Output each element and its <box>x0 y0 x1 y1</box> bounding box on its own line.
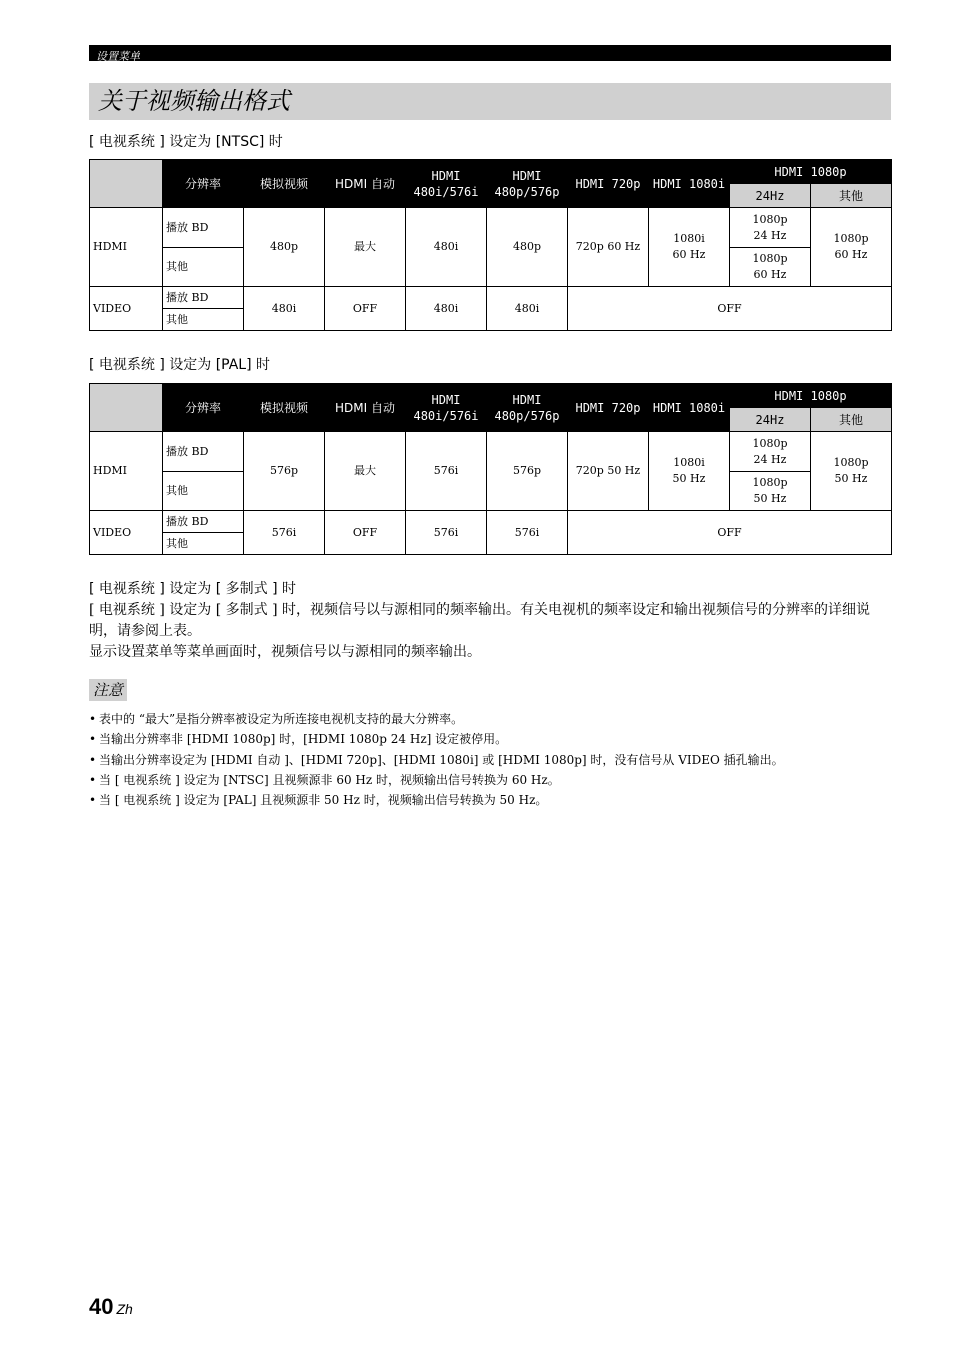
cell-analog: 480i <box>244 287 325 331</box>
row-sublabel-other: 其他 <box>163 248 244 287</box>
list-item: • 当 [ 电视系统 ] 设定为 [PAL] 且视频源非 50 Hz 时，视频输出信号转换为 50 Hz。 <box>89 790 891 810</box>
row-label-video: VIDEO <box>90 511 163 555</box>
col-header-hdmi-720p: HDMI 720p <box>568 160 649 208</box>
col-header-24hz: 24Hz <box>730 408 811 432</box>
col-header-resolution: 分辨率 <box>163 160 244 208</box>
page-title: 关于视频输出格式 <box>98 87 290 115</box>
pal-table <box>89 383 892 555</box>
col-header-hdmi-480p: HDMI 480p/576p <box>487 384 568 432</box>
list-item: • 当 [ 电视系统 ] 设定为 [NTSC] 且视频源非 60 Hz 时，视频输出信号转换为 60 Hz。 <box>89 770 891 790</box>
col-header-hdmi-480i: HDMI 480i/576i <box>406 384 487 432</box>
cell-720p: 720p 60 Hz <box>568 208 649 287</box>
col-header-other: 其他 <box>811 184 892 208</box>
cell-analog: 576p <box>244 432 325 511</box>
cell-analog: 576i <box>244 511 325 555</box>
multi-paragraph-1: [ 电视系统 ] 设定为 [ 多制式 ] 时，视频信号以与源相同的频率输出。有关电视机的频率设定和输出视频信号的分辨率的详细说明，请参阅上表。 <box>89 602 870 639</box>
col-header-analog: 模拟视频 <box>244 384 325 432</box>
ntsc-heading: [ 电视系统 ] 设定为 [NTSC] 时 <box>89 134 283 150</box>
cell-auto: OFF <box>325 287 406 331</box>
col-header-hdmi-720p: HDMI 720p <box>568 384 649 432</box>
pal-heading: [ 电视系统 ] 设定为 [PAL] 时 <box>89 357 271 373</box>
cell-480i: 480i <box>406 208 487 287</box>
cell-1080p-24hz-other: 1080p 50 Hz <box>730 472 811 511</box>
cell-720p: 720p 50 Hz <box>568 432 649 511</box>
col-header-analog: 模拟视频 <box>244 160 325 208</box>
ntsc-table <box>89 159 892 331</box>
section-label: 设置菜单 <box>96 50 140 63</box>
cell-1080p-24hz-bd: 1080p 24 Hz <box>730 432 811 472</box>
cell-576p: 576p <box>487 432 568 511</box>
col-header-hdmi-auto: HDMI 自动 <box>325 384 406 432</box>
row-sublabel-other: 其他 <box>163 309 244 331</box>
cell-1080p-other: 1080p 50 Hz <box>811 432 892 511</box>
col-header-hdmi-480i: HDMI 480i/576i <box>406 160 487 208</box>
cell-off: OFF <box>568 287 892 331</box>
page-title-band <box>89 83 891 120</box>
row-label-video: VIDEO <box>90 287 163 331</box>
row-sublabel-other: 其他 <box>163 472 244 511</box>
cell-1080p-other: 1080p 60 Hz <box>811 208 892 287</box>
col-header-24hz: 24Hz <box>730 184 811 208</box>
col-header-hdmi-1080p: HDMI 1080p <box>730 384 892 408</box>
cell-480p: 480i <box>487 287 568 331</box>
cell-576p: 576i <box>487 511 568 555</box>
cell-1080p-24hz-bd: 1080p 24 Hz <box>730 208 811 248</box>
notes-tag: 注意 <box>89 679 127 701</box>
row-sublabel-bd: 播放 BD <box>163 511 244 533</box>
cell-off: OFF <box>568 511 892 555</box>
list-item: • 当输出分辨率非 [HDMI 1080p] 时，[HDMI 1080p 24 Hz] 设定被停用。 <box>89 729 891 749</box>
row-label-hdmi: HDMI <box>90 432 163 511</box>
col-header-hdmi-auto: HDMI 自动 <box>325 160 406 208</box>
table-corner <box>90 160 163 208</box>
table-corner <box>90 384 163 432</box>
col-header-resolution: 分辨率 <box>163 384 244 432</box>
row-sublabel-bd: 播放 BD <box>163 208 244 248</box>
col-header-hdmi-1080i: HDMI 1080i <box>649 160 730 208</box>
language-code: Zh <box>116 1301 133 1317</box>
section-header-bar <box>89 45 891 61</box>
row-sublabel-other: 其他 <box>163 533 244 555</box>
col-header-hdmi-1080p: HDMI 1080p <box>730 160 892 184</box>
col-header-hdmi-480p: HDMI 480p/576p <box>487 160 568 208</box>
cell-576i: 576i <box>406 511 487 555</box>
col-header-other: 其他 <box>811 408 892 432</box>
cell-1080p-24hz-other: 1080p 60 Hz <box>730 248 811 287</box>
notes-list <box>89 709 891 810</box>
page-number <box>89 1294 133 1320</box>
row-sublabel-bd: 播放 BD <box>163 432 244 472</box>
cell-480p: 480p <box>487 208 568 287</box>
list-item: • 当输出分辨率设定为 [HDMI 自动 ]、[HDMI 720p]、[HDMI 1080i] 或 [HDMI 1080p] 时，没有信号从 VIDEO 插孔输出。 <box>89 750 891 770</box>
cell-1080i: 1080i 50 Hz <box>649 432 730 511</box>
row-label-hdmi: HDMI <box>90 208 163 287</box>
list-item: • 表中的 “最大”是指分辨率被设定为所连接电视机支持的最大分辨率。 <box>89 709 891 729</box>
cell-480i: 480i <box>406 287 487 331</box>
page-number-value: 40 <box>89 1294 114 1319</box>
cell-auto: 最大 <box>325 208 406 287</box>
cell-analog: 480p <box>244 208 325 287</box>
cell-auto: 最大 <box>325 432 406 511</box>
cell-1080i: 1080i 60 Hz <box>649 208 730 287</box>
row-sublabel-bd: 播放 BD <box>163 287 244 309</box>
multi-paragraph-2: 显示设置菜单等菜单画面时，视频信号以与源相同的频率输出。 <box>89 644 481 660</box>
multi-heading: [ 电视系统 ] 设定为 [ 多制式 ] 时 <box>89 581 296 597</box>
cell-576i: 576i <box>406 432 487 511</box>
col-header-hdmi-1080i: HDMI 1080i <box>649 384 730 432</box>
cell-auto: OFF <box>325 511 406 555</box>
